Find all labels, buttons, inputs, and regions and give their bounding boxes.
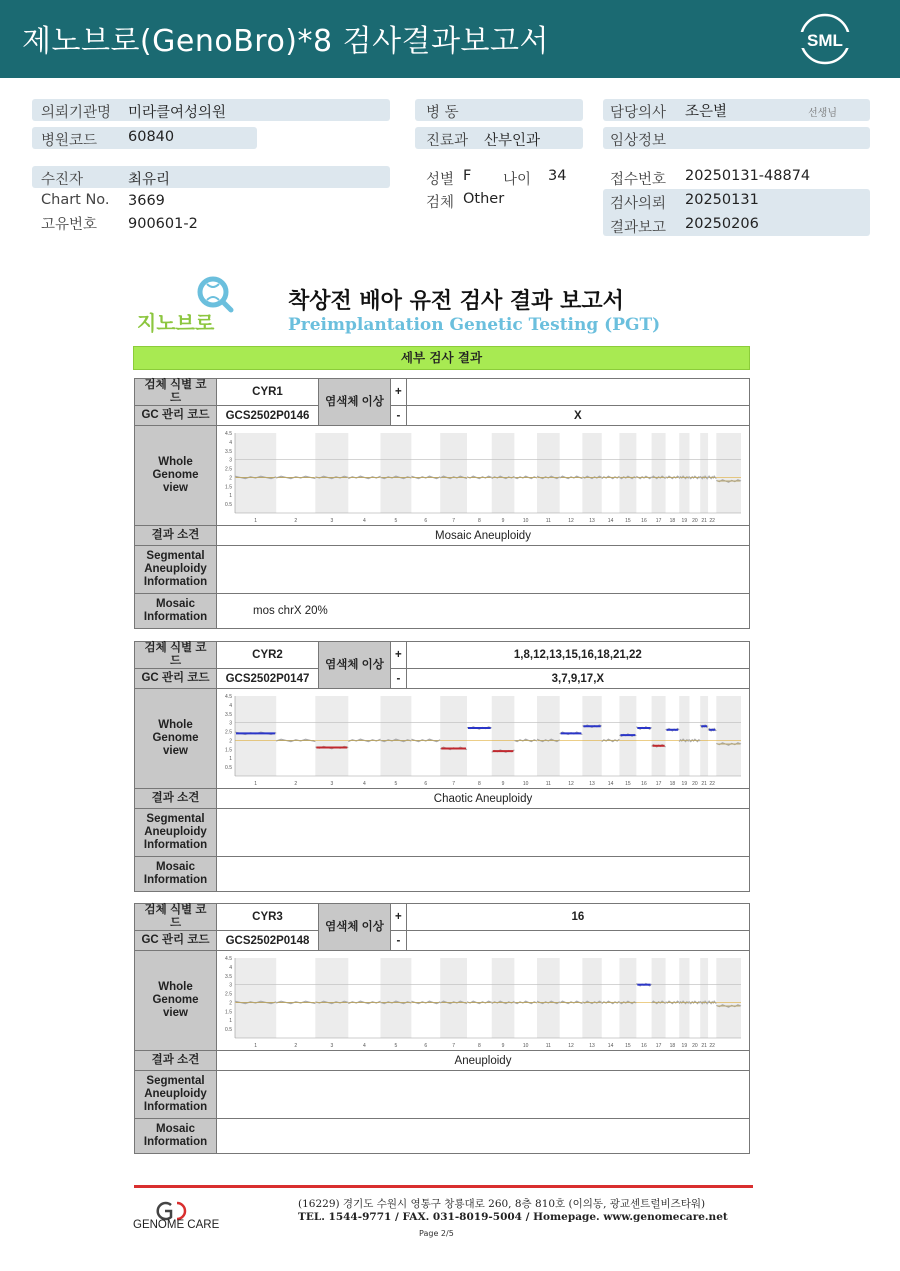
x-tick-label: 12 (568, 780, 574, 786)
y-tick-label: 0.5 (225, 764, 232, 771)
doctor-value: 조은별 (685, 104, 728, 120)
dept-label: 진료과 (426, 133, 469, 149)
y-tick-label: 2 (229, 474, 232, 481)
receipt-label: 접수번호 (610, 172, 667, 188)
y-tick-label: 3.5 (225, 711, 232, 718)
x-tick-label: 5 (394, 780, 398, 786)
x-tick-label: 21 (701, 780, 707, 786)
x-tick-label: 19 (681, 517, 688, 523)
x-tick-label: 1 (254, 517, 257, 523)
abnormal-label: 염색체 이상 (319, 642, 391, 689)
y-tick-label: 2 (229, 999, 232, 1006)
x-tick-label: 18 (669, 780, 676, 786)
chromosome-band (380, 958, 411, 1038)
chromosome-band (652, 696, 666, 776)
x-tick-label: 11 (545, 517, 551, 523)
y-tick-label: 4.5 (225, 693, 232, 700)
y-tick-label: 4 (229, 702, 232, 709)
x-tick-label: 3 (330, 517, 334, 523)
chromosome-band (700, 433, 708, 513)
specimen-code: CYR3 (217, 904, 319, 931)
gc-code: GCS2502P0147 (217, 669, 319, 689)
y-tick-label: 3 (229, 982, 232, 989)
x-tick-label: 7 (452, 1042, 455, 1048)
whole-genome-label: Whole Genome view (135, 951, 217, 1051)
loss-sign: - (391, 931, 407, 951)
doctor-suffix: 선생님 (808, 108, 837, 119)
chromosome-band (582, 433, 601, 513)
y-tick-label: 1 (229, 755, 232, 762)
x-tick-label: 20 (692, 1042, 698, 1048)
finding-value: Chaotic Aneuploidy (217, 789, 750, 809)
id-code-label: 검체 식별 코드 (135, 642, 217, 669)
x-tick-label: 20 (692, 517, 698, 523)
x-tick-label: 1 (254, 1042, 257, 1048)
x-tick-label: 3 (330, 1042, 334, 1048)
x-tick-label: 2 (294, 1042, 298, 1048)
y-tick-label: 2.5 (225, 729, 232, 736)
x-tick-label: 17 (655, 517, 662, 523)
finding-label: 결과 소견 (135, 789, 217, 809)
sex-label: 성별 (426, 172, 455, 188)
y-tick-label: 0.5 (225, 501, 232, 508)
report-title: 제노브로(GenoBro)*8 검사결과보고서 (22, 24, 549, 59)
report-title-ko: 착상전 배아 유전 검사 결과 보고서 (288, 289, 624, 314)
abnormal-label: 염색체 이상 (319, 904, 391, 951)
mosaic-value (217, 1119, 750, 1154)
loss-chromosomes (406, 931, 749, 951)
mosaic-label: Mosaic Information (135, 857, 217, 892)
whole-genome-chart (221, 692, 745, 786)
x-tick-label: 4 (362, 780, 366, 786)
segmental-label: Segmental Aneuploidy Information (135, 546, 217, 594)
x-tick-label: 13 (589, 1042, 595, 1048)
gc-code: GCS2502P0148 (217, 931, 319, 951)
chromosome-band (582, 696, 601, 776)
y-tick-label: 4.5 (225, 430, 232, 437)
chromosome-band (679, 433, 689, 513)
x-tick-label: 13 (589, 517, 595, 523)
y-tick-label: 2 (229, 737, 232, 744)
gain-chromosomes (406, 379, 749, 406)
abnormal-label: 염색체 이상 (319, 379, 391, 426)
chromosome-band (440, 696, 467, 776)
y-tick-label: 1.5 (225, 483, 232, 490)
y-tick-label: 4 (229, 964, 232, 971)
y-tick-label: 4 (229, 439, 232, 446)
x-tick-label: 10 (522, 780, 529, 786)
dept-value: 산부인과 (484, 133, 541, 149)
whole-genome-chart (221, 954, 745, 1048)
y-tick-label: 0.5 (225, 1026, 232, 1033)
x-tick-label: 4 (362, 1042, 366, 1048)
chromosome-band (716, 958, 741, 1038)
x-tick-label: 8 (477, 780, 481, 786)
x-tick-label: 10 (522, 517, 529, 523)
x-tick-label: 16 (641, 780, 647, 786)
svg-text:지노브로: 지노브로 (137, 311, 215, 334)
x-tick-label: 21 (701, 517, 707, 523)
y-tick-label: 2.5 (225, 991, 232, 998)
y-tick-label: 3 (229, 457, 232, 464)
doctor-label: 담당의사 (610, 105, 667, 121)
loss-chromosomes: 3,7,9,17,X (406, 669, 749, 689)
clinical-label: 임상정보 (610, 133, 667, 149)
chromosome-band (619, 958, 636, 1038)
x-tick-label: 22 (709, 1042, 715, 1048)
x-tick-label: 7 (452, 517, 455, 523)
whole-genome-label: Whole Genome view (135, 426, 217, 526)
x-tick-label: 15 (625, 780, 631, 786)
genobro-logo-icon (137, 274, 247, 334)
specimen-code: CYR2 (217, 642, 319, 669)
contact-line: TEL. 1544-9771 / FAX. 031-8019-5004 / Homepage. www.genomecare.net (298, 1211, 728, 1223)
chromosome-band (700, 958, 708, 1038)
x-tick-label: 17 (655, 1042, 662, 1048)
gc-code-label: GC 관리 코드 (135, 406, 217, 426)
chromosome-band (315, 696, 348, 776)
chromosome-band (315, 958, 348, 1038)
sex-value: F (463, 168, 472, 184)
finding-label: 결과 소견 (135, 1051, 217, 1071)
result-block (134, 641, 750, 892)
mosaic-label: Mosaic Information (135, 594, 217, 629)
x-tick-label: 18 (669, 1042, 676, 1048)
specimen-code: CYR1 (217, 379, 319, 406)
x-tick-label: 4 (362, 517, 366, 523)
x-tick-label: 13 (589, 780, 595, 786)
report-title-en: Preimplantation Genetic Testing (PGT) (288, 315, 661, 335)
result-label: 결과보고 (610, 220, 667, 236)
x-tick-label: 14 (607, 517, 614, 523)
y-tick-label: 3.5 (225, 973, 232, 980)
x-tick-label: 6 (424, 517, 428, 523)
chromosome-band (235, 433, 276, 513)
y-tick-label: 3 (229, 720, 232, 727)
request-value: 20250131 (685, 192, 759, 208)
loss-sign: - (391, 406, 407, 426)
chromosome-band (716, 696, 741, 776)
specimen-label: 검체 (426, 195, 455, 211)
x-tick-label: 12 (568, 517, 574, 523)
mosaic-label: Mosaic Information (135, 1119, 217, 1154)
x-tick-label: 19 (681, 1042, 688, 1048)
chromosome-band (235, 958, 276, 1038)
finding-value: Aneuploidy (217, 1051, 750, 1071)
chromosome-band (679, 696, 689, 776)
x-tick-label: 2 (294, 517, 298, 523)
x-tick-label: 15 (625, 517, 631, 523)
gain-sign: + (391, 904, 407, 931)
y-tick-label: 1 (229, 492, 232, 499)
patient-value: 최유리 (128, 172, 171, 188)
loss-chromosomes: X (406, 406, 749, 426)
chromosome-band (492, 958, 515, 1038)
whole-genome-chart (221, 429, 745, 523)
gain-sign: + (391, 379, 407, 406)
chromosome-band (492, 433, 515, 513)
chromosome-band (679, 958, 689, 1038)
x-tick-label: 5 (394, 517, 398, 523)
x-tick-label: 5 (394, 1042, 398, 1048)
hospital-code-label: 병원코드 (41, 133, 98, 149)
company-name: GENOME CARE (133, 1219, 220, 1231)
x-tick-label: 2 (294, 780, 298, 786)
chromosome-band (537, 433, 560, 513)
y-tick-label: 1 (229, 1017, 232, 1024)
gc-code-label: GC 관리 코드 (135, 931, 217, 951)
x-tick-label: 12 (568, 1042, 574, 1048)
x-tick-label: 21 (701, 1042, 707, 1048)
chromosome-band (380, 696, 411, 776)
mosaic-value (217, 857, 750, 892)
patient-label: 수진자 (41, 172, 84, 188)
chromosome-band (582, 958, 601, 1038)
x-tick-label: 3 (330, 780, 334, 786)
specimen-value: Other (463, 191, 505, 207)
chromosome-band (315, 433, 348, 513)
result-value: 20250206 (685, 216, 759, 232)
hospital-code-value: 60840 (128, 129, 175, 145)
address-line: (16229) 경기도 수원시 영통구 창룡대로 260, 8층 810호 (이의동, 광교센트럴비즈타워) (298, 1198, 706, 1210)
x-tick-label: 15 (625, 1042, 631, 1048)
x-tick-label: 10 (522, 1042, 529, 1048)
id-code-label: 검체 식별 코드 (135, 904, 217, 931)
segmental-value (217, 546, 750, 594)
institution-value: 미라클여성의원 (128, 105, 227, 121)
institution-label: 의뢰기관명 (41, 105, 112, 121)
x-tick-label: 18 (669, 517, 676, 523)
finding-label: 결과 소견 (135, 526, 217, 546)
result-block (134, 378, 750, 629)
x-tick-label: 8 (477, 1042, 481, 1048)
page-number: Page 2/5 (419, 1229, 454, 1238)
gc-code: GCS2502P0146 (217, 406, 319, 426)
x-tick-label: 8 (477, 517, 481, 523)
x-tick-label: 9 (501, 780, 505, 786)
loss-sign: - (391, 669, 407, 689)
chromosome-band (716, 433, 741, 513)
section-title: 세부 검사 결과 (133, 346, 750, 370)
x-tick-label: 7 (452, 780, 455, 786)
mosaic-value: mos chrX 20% (217, 594, 750, 629)
gain-chromosomes: 16 (406, 904, 749, 931)
age-value: 34 (548, 168, 567, 184)
id-label: 고유번호 (41, 217, 98, 233)
x-tick-label: 11 (545, 780, 551, 786)
request-label: 검사의뢰 (610, 196, 667, 212)
id-value: 900601-2 (128, 216, 198, 232)
result-block (134, 903, 750, 1154)
footer-divider (134, 1185, 753, 1188)
x-tick-label: 6 (424, 780, 428, 786)
y-tick-label: 2.5 (225, 466, 232, 473)
chromosome-band (652, 433, 666, 513)
chromosome-band (700, 696, 708, 776)
chart-value: 3669 (128, 193, 165, 209)
chromosome-band (537, 696, 560, 776)
segmental-label: Segmental Aneuploidy Information (135, 809, 217, 857)
ward-label: 병 동 (426, 105, 459, 121)
gain-sign: + (391, 642, 407, 669)
x-tick-label: 16 (641, 517, 647, 523)
x-tick-label: 9 (501, 517, 505, 523)
y-tick-label: 1.5 (225, 1008, 232, 1015)
segmental-value (217, 809, 750, 857)
report-header (0, 0, 900, 78)
chromosome-band (652, 958, 666, 1038)
chart-label: Chart No. (41, 192, 110, 208)
finding-value: Mosaic Aneuploidy (217, 526, 750, 546)
chromosome-band (492, 696, 515, 776)
x-tick-label: 22 (709, 780, 715, 786)
segmental-value (217, 1071, 750, 1119)
x-tick-label: 1 (254, 780, 257, 786)
chromosome-band (440, 433, 467, 513)
x-tick-label: 19 (681, 780, 688, 786)
svg-text:SML: SML (807, 31, 843, 50)
x-tick-label: 9 (501, 1042, 505, 1048)
chromosome-band (440, 958, 467, 1038)
chromosome-band (380, 433, 411, 513)
x-tick-label: 11 (545, 1042, 551, 1048)
x-tick-label: 20 (692, 780, 698, 786)
chromosome-band (235, 696, 276, 776)
age-label: 나이 (503, 172, 532, 188)
company-address (298, 1198, 728, 1224)
x-tick-label: 16 (641, 1042, 647, 1048)
id-code-label: 검체 식별 코드 (135, 379, 217, 406)
gc-code-label: GC 관리 코드 (135, 669, 217, 689)
x-tick-label: 14 (607, 780, 614, 786)
sml-logo-icon (796, 10, 854, 68)
receipt-value: 20250131-48874 (685, 168, 811, 184)
whole-genome-label: Whole Genome view (135, 689, 217, 789)
gain-chromosomes: 1,8,12,13,15,16,18,21,22 (406, 642, 749, 669)
chromosome-band (619, 433, 636, 513)
chromosome-band (537, 958, 560, 1038)
y-tick-label: 1.5 (225, 746, 232, 753)
x-tick-label: 17 (655, 780, 662, 786)
x-tick-label: 6 (424, 1042, 428, 1048)
segmental-label: Segmental Aneuploidy Information (135, 1071, 217, 1119)
y-tick-label: 4.5 (225, 955, 232, 962)
y-tick-label: 3.5 (225, 448, 232, 455)
x-tick-label: 14 (607, 1042, 614, 1048)
x-tick-label: 22 (709, 517, 715, 523)
